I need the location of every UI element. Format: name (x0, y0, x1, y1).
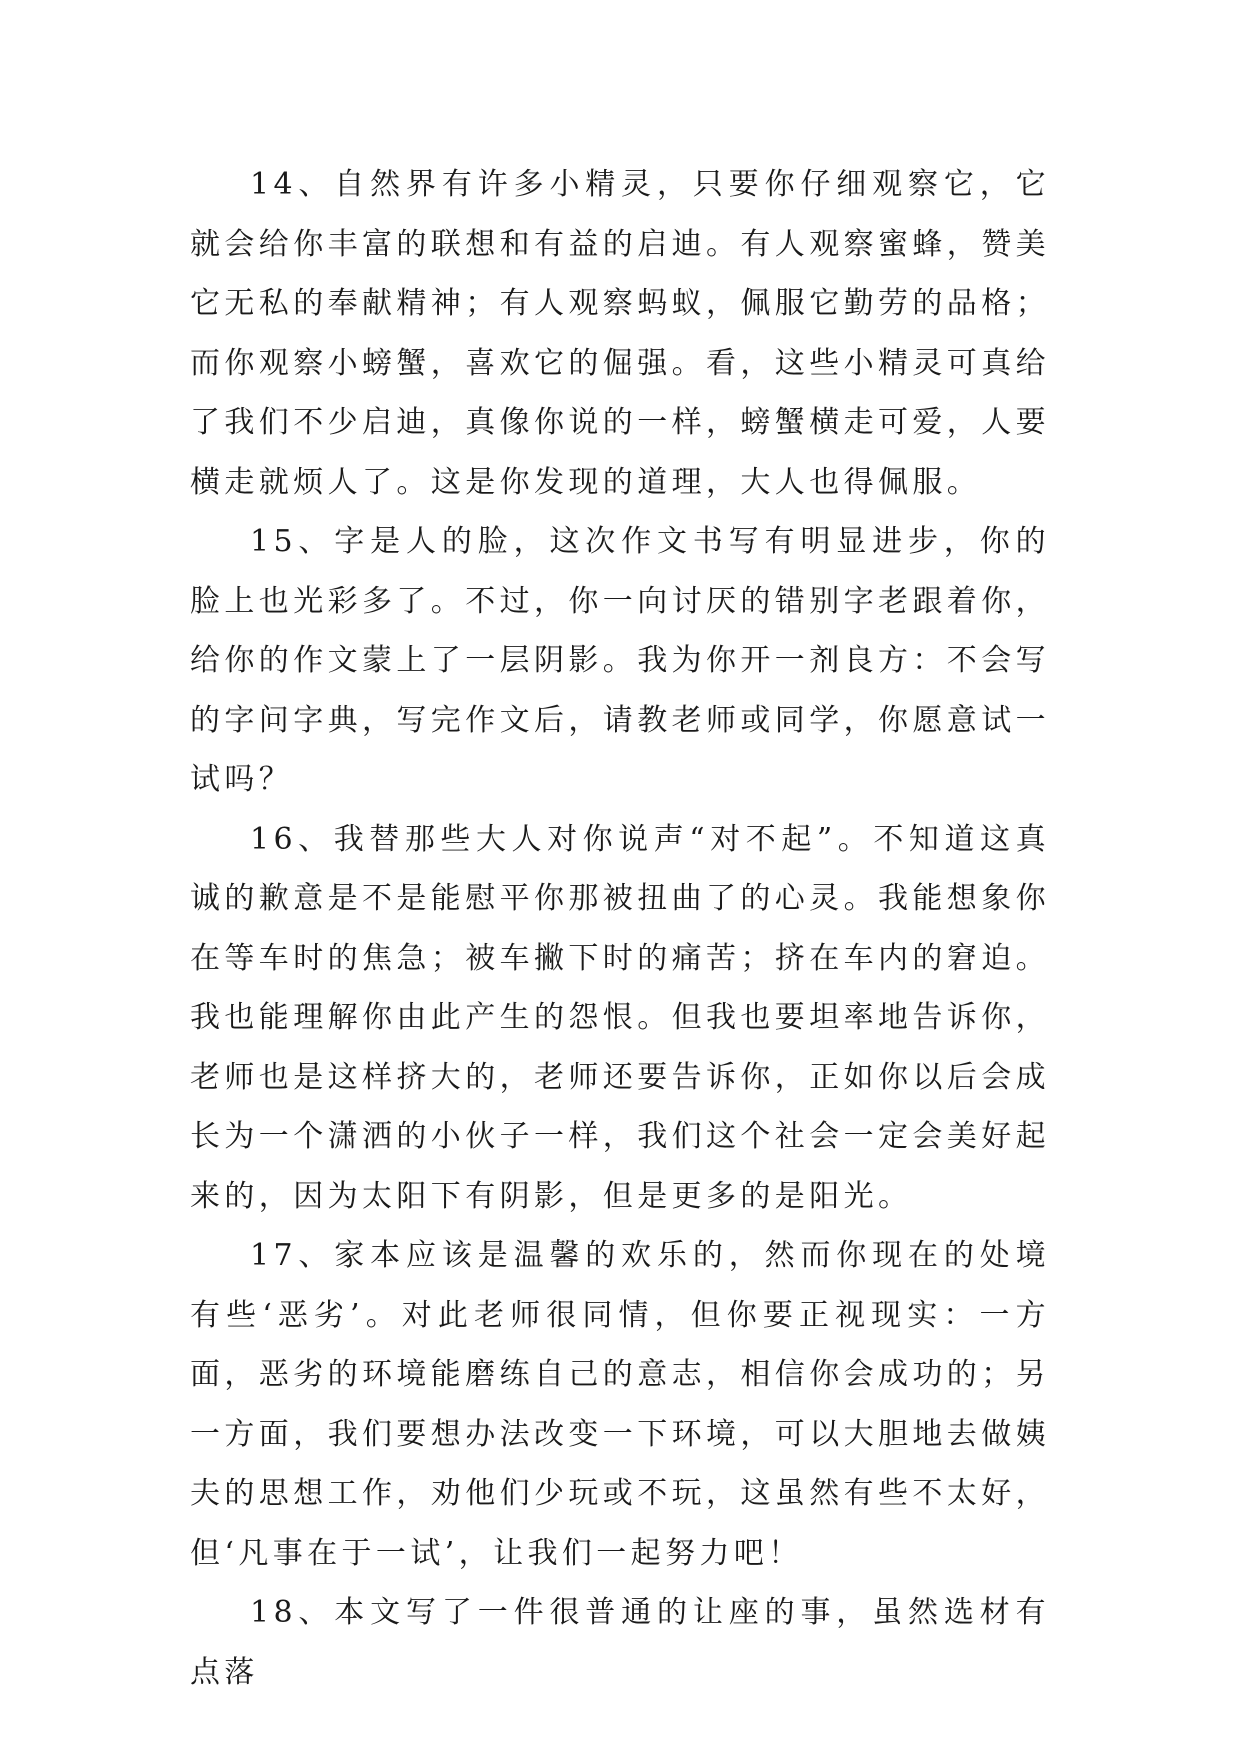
paragraph-16: 16、我替那些大人对你说声“对不起”。不知道这真诚的歉意是不是能慰平你那被扭曲了的心灵。我能想象你在等车时的焦急；被车撇下时的痛苦；挤在车内的窘迫。我也能理解你由此产生的怨恨。但我也要坦率地告诉你，老师也是这样挤大的，老师还要告诉你，正如你以后会成长为一个潇洒的小伙子一样，我们这个社会一定会美好起来的，因为太阳下有阴影，但是更多的是阳光。 (190, 821, 1050, 1214)
paragraph-18: 18、本文写了一件很普通的让座的事，虽然选材有点落 (190, 1595, 1050, 1690)
paragraph-15: 15、字是人的脸，这次作文书写有明显进步，你的脸上也光彩多了。不过，你一向讨厌的错别字老跟着你，给你的作文蒙上了一层阴影。我为你开一剂良方：不会写的字问字典，写完作文后，请教老师或同学，你愿意试一试吗？ (190, 524, 1050, 797)
paragraph-17: 17、家本应该是温馨的欢乐的，然而你现在的处境有些‘恶劣’。对此老师很同情，但你要正视现实：一方面，恶劣的环境能磨练自己的意志，相信你会成功的；另一方面，我们要想办法改变一下环境，可以大胆地去做姨夫的思想工作，劝他们少玩或不玩，这虽然有些不太好，但‘凡事在于一试’，让我们一起努力吧！ (190, 1238, 1050, 1571)
document-body (190, 155, 1050, 1702)
paragraph-14: 14、自然界有许多小精灵，只要你仔细观察它，它就会给你丰富的联想和有益的启迪。有人观察蜜蜂，赞美它无私的奉献精神；有人观察蚂蚁，佩服它勤劳的品格；而你观察小螃蟹，喜欢它的倔强。看，这些小精灵可真给了我们不少启迪，真像你说的一样，螃蟹横走可爱，人要横走就烦人了。这是你发现的道理，大人也得佩服。 (190, 167, 1050, 500)
